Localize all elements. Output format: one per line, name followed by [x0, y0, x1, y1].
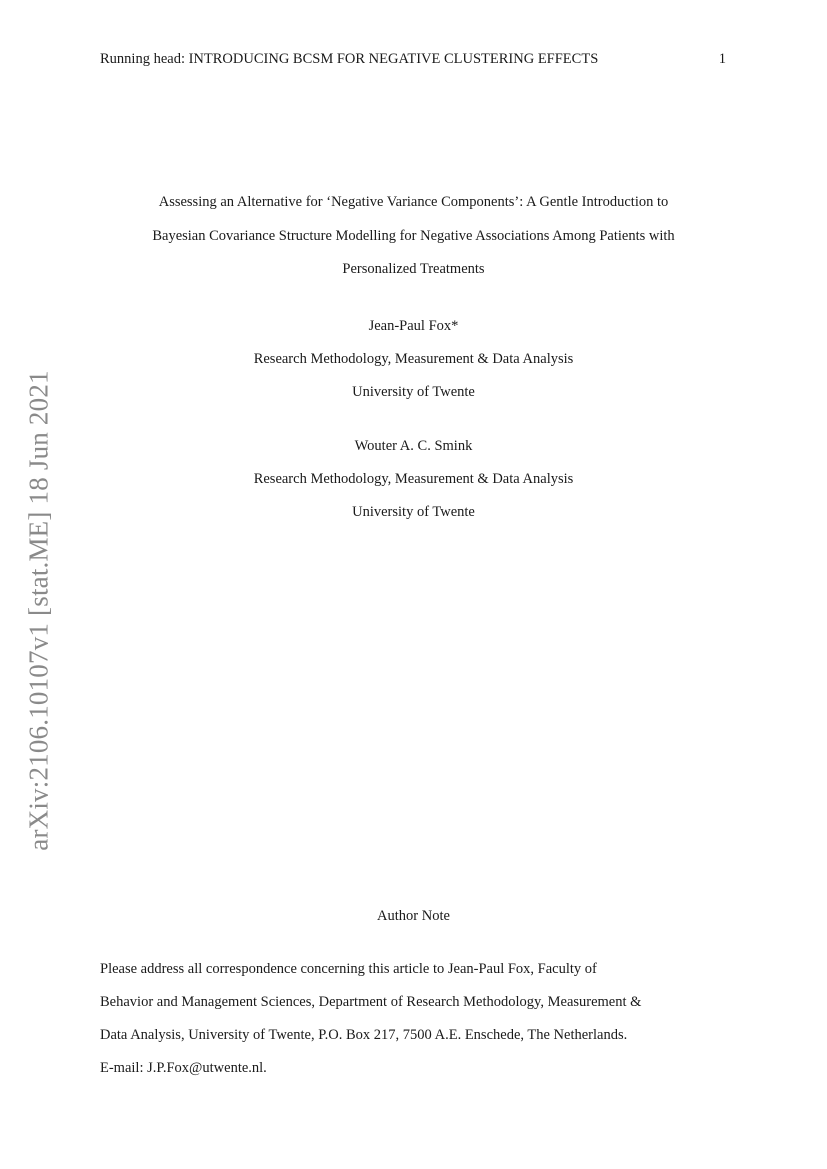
author-block-1	[100, 310, 727, 409]
arxiv-identifier-stamp	[24, 360, 54, 860]
author-note-line-2: Behavior and Management Sciences, Department of Research Methodology, Measurement &	[100, 994, 642, 1010]
author-note-body	[100, 953, 740, 1085]
author-name: Wouter A. C. Smink	[354, 438, 473, 454]
author-note-line-3: Data Analysis, University of Twente, P.O. Box 217, 7500 A.E. Enschede, The Netherlands.	[100, 1027, 628, 1043]
author-note-heading: Author Note	[377, 908, 450, 924]
author-note-line-4: E-mail: J.P.Fox@utwente.nl.	[100, 1060, 267, 1076]
title-line-2: Bayesian Covariance Structure Modelling for Negative Associations Among Patients with	[152, 227, 675, 244]
author-institution: University of Twente	[352, 384, 475, 400]
author-department: Research Methodology, Measurement & Data Analysis	[253, 351, 574, 367]
author-institution: University of Twente	[352, 504, 475, 520]
author-department: Research Methodology, Measurement & Data Analysis	[253, 471, 574, 487]
running-head-text: Running head: INTRODUCING BCSM FOR NEGATIVE CLUSTERING EFFECTS	[100, 51, 599, 67]
title-line-1: Assessing an Alternative for ‘Negative Variance Components’: A Gentle Introduction to	[158, 194, 669, 210]
arxiv-identifier-text: arXiv:2106.10107v1 [stat.ME] 18 Jun 2021	[23, 369, 54, 851]
title-line-3: Personalized Treatments	[342, 261, 485, 277]
running-head	[100, 50, 730, 68]
author-note-line-1: Please address all correspondence concerning this article to Jean-Paul Fox, Faculty of	[100, 961, 597, 977]
page-number: 1	[718, 51, 726, 67]
author-block-2	[100, 430, 727, 529]
paper-title	[100, 186, 727, 287]
author-name: Jean-Paul Fox*	[368, 318, 459, 334]
